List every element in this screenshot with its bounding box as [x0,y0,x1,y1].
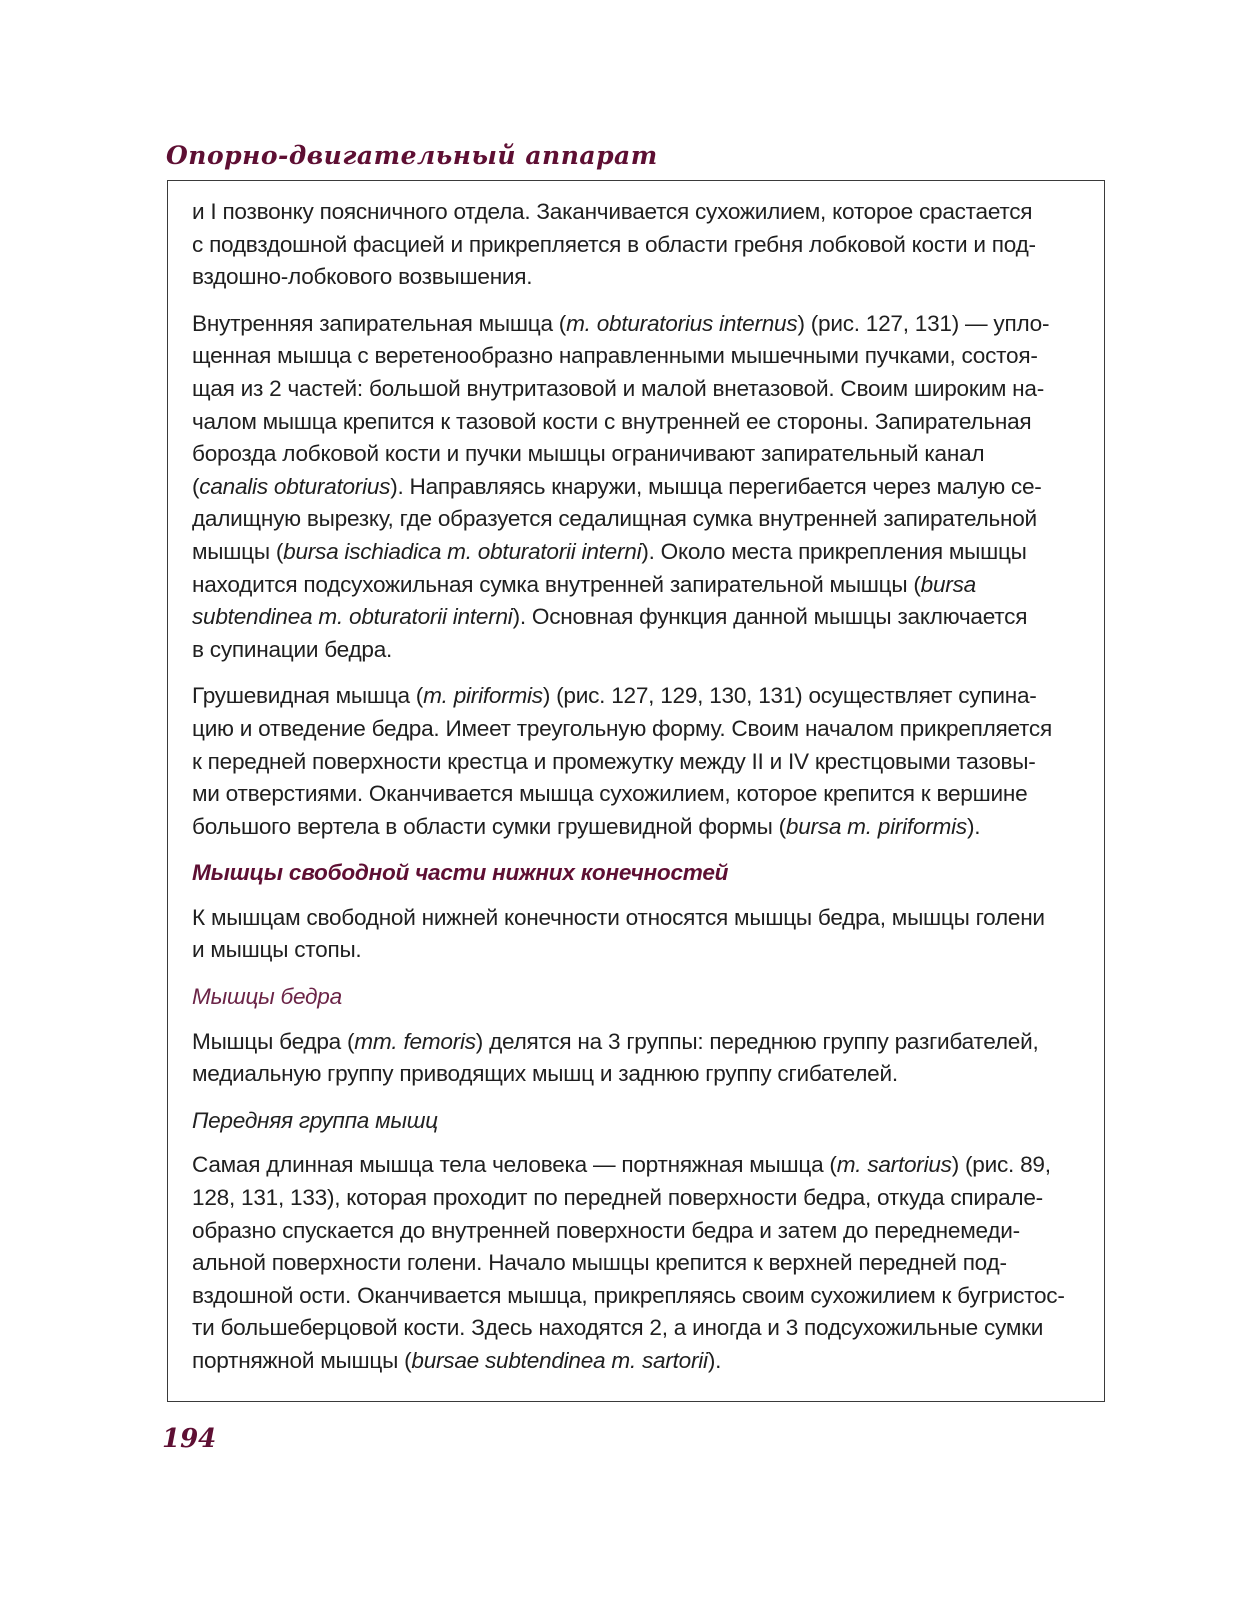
latin-term: bursa m. piriformis [785,813,967,839]
text-line [192,569,1084,602]
text-line: в супинации бедра. [192,636,393,662]
text-line [192,601,1084,634]
paragraph-3 [192,680,1084,843]
text-line: с подвздошной фасцией и прикрепляется в области гребня лобковой кости и под- [192,231,1036,257]
paragraph-4 [192,902,1084,967]
text-run: находится подсухожильная сумка внутренней запирательной мышцы ( [192,571,921,597]
text-line [192,811,1084,844]
section-heading: Мышцы свободной части нижних конечностей [192,860,729,886]
latin-term: mm. femoris [354,1028,476,1054]
group-heading: Передняя группа мышц [192,1107,438,1133]
text-line [192,536,1084,569]
text-run: большого вертела в области сумки грушевидной формы ( [192,813,786,839]
text-line [192,1149,1084,1182]
text-run: ). Направляясь кнаружи, мышца перегибается через малую се- [390,473,1042,499]
text-line: щая из 2 частей: большой внутритазовой и малой внетазовой. Своим широким на- [192,375,1044,401]
text-run: ( [192,473,200,499]
text-line [192,1345,1084,1378]
page-number: 194 [162,1424,217,1454]
text-line: К мышцам свободной нижней конечности относятся мышцы бедра, мышцы голени [192,904,1045,930]
page-body [192,196,1084,1392]
text-run: Самая длинная мышца тела человека — портняжная мышца ( [192,1152,837,1178]
text-run: ) (рис. 127, 129, 130, 131) осуществляет супина- [542,683,1037,709]
text-run: портняжной мышцы ( [192,1348,412,1373]
text-line: щенная мышца с веретенообразно направленными мышечными пучками, состоя- [192,343,1038,369]
text-line: и I позвонку поясничного отдела. Заканчивается сухожилием, которое срастается [192,199,1033,224]
text-run: Грушевидная мышца ( [192,683,424,709]
text-run: ) (рис. 127, 131) — упло- [797,310,1050,336]
subsection-heading: Мышцы бедра [192,984,342,1010]
latin-term: m. obturatorius internus [566,310,798,336]
text-line: борозда лобковой кости и пучки мышцы ограничивают запирательный канал [192,441,985,467]
text-run: ). [707,1348,722,1373]
latin-term: m. piriformis [423,683,543,709]
text-run: ). Основная функция данной мышцы заключается [512,604,1028,630]
text-line: вздошно-лобкового возвышения. [192,264,533,290]
text-line: далищную вырезку, где образуется седалищная сумка внутренней запирательной [192,506,1037,532]
running-head: Опорно-двигательный аппарат [166,141,658,170]
latin-term: canalis obturatorius [199,473,391,499]
text-run: ) (рис. 89, [951,1152,1051,1178]
text-run: Внутренняя запирательная мышца ( [192,310,567,336]
paragraph-2 [192,308,1084,667]
latin-term: bursa ischiadica m. obturatorii interni [283,538,642,564]
text-line [192,471,1084,504]
text-line: к передней поверхности крестца и промежутку между II и IV крестцовыми тазовы- [192,748,1036,774]
paragraph-1 [192,196,1084,294]
text-line: вздошной ости. Оканчивается мышца, прикрепляясь своим сухожилием к бугристос- [192,1282,1065,1308]
latin-term: bursae subtendinea m. sartorii [411,1348,708,1373]
paragraph-6 [192,1149,1084,1377]
latin-term: m. sartorius [836,1152,952,1178]
latin-term: subtendinea m. obturatorii interni [192,604,513,630]
text-line [192,308,1084,341]
text-run: мышцы ( [192,538,284,564]
text-run: Мышцы бедра ( [192,1028,355,1054]
text-line: 128, 131, 133), которая проходит по передней поверхности бедра, откуда спирале- [192,1185,1043,1211]
text-line [192,1026,1084,1059]
text-line: ти большеберцовой кости. Здесь находятся 2, а иногда и 3 подсухожильные сумки [192,1315,1044,1341]
text-run: ) делятся на 3 группы: переднюю группу разгибателей, [475,1028,1039,1054]
text-line: и мышцы стопы. [192,937,362,963]
text-line: образно спускается до внутренней поверхности бедра и затем до переднемеди- [192,1217,1020,1243]
text-line: альной поверхности голени. Начало мышцы крепится к верхней передней под- [192,1250,1007,1276]
paragraph-5 [192,1026,1084,1091]
text-run: ). Около места прикрепления мышцы [641,538,1027,564]
text-line: медиальную группу приводящих мышц и заднюю группу сгибателей. [192,1061,898,1087]
text-line: чалом мышца крепится к тазовой кости с внутренней ее стороны. Запирательная [192,408,1032,434]
text-line: цию и отведение бедра. Имеет треугольную форму. Своим началом прикрепляется [192,715,1052,741]
text-run: ). [966,813,981,839]
text-line: ми отверстиями. Оканчивается мышца сухожилием, которое крепится к вершине [192,781,1028,807]
text-line [192,680,1084,713]
latin-term: bursa [920,571,976,597]
